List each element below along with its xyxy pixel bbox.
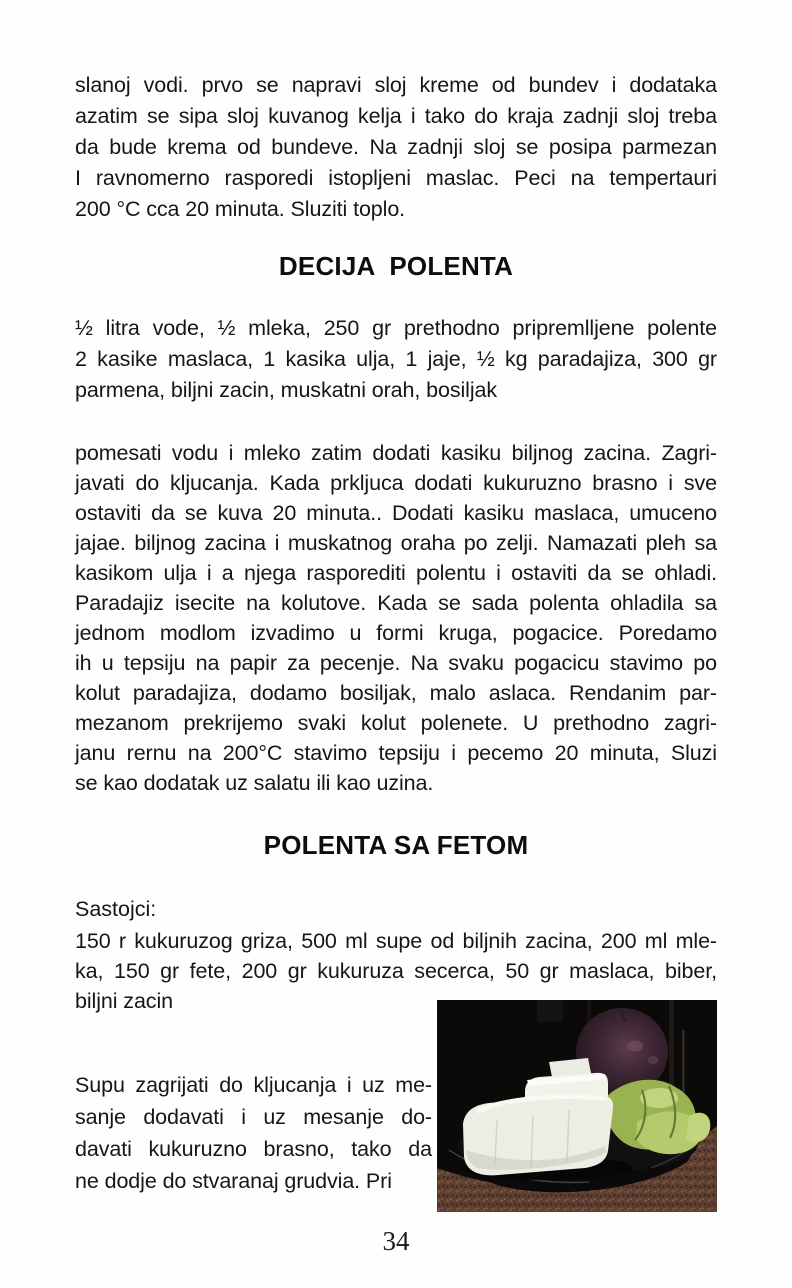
- feta-cheese-photo: [437, 1000, 717, 1212]
- text-line: mezanom prekrijemo svaki kolut polenete. U prethodno zagri-: [75, 711, 717, 735]
- text-line: I ravnomerno rasporedi istopljeni maslac. Peci na tempertauri: [75, 166, 717, 190]
- text-line: jajae. biljnog zacina i muskatnog oraha po zelji. Namazati pleh sa: [75, 531, 717, 555]
- text-line: biljni zacin: [75, 989, 173, 1013]
- recipe-title-polenta-sa-fetom: POLENTA SA FETOM: [263, 830, 529, 860]
- ingredients-label: Sastojci:: [75, 897, 157, 921]
- text-line: pomesati vodu i mleko zatim dodati kasiku biljnog zacina. Zagri-: [75, 441, 717, 465]
- text-line: parmena, biljni zacin, muskatni orah, bosiljak: [75, 378, 498, 402]
- intro-paragraph: [75, 70, 717, 225]
- text-line: davati kukuruzno brasno, tako da: [75, 1137, 432, 1161]
- text-line: jednom modlom izvadimo u formi kruga, pogacice. Poredamo: [75, 621, 717, 645]
- text-line: 200 °C cca 20 minuta. Sluziti toplo.: [75, 197, 406, 221]
- feta-photo-illustration: [437, 1000, 717, 1212]
- text-line: 150 r kukuruzog griza, 500 ml supe od biljnih zacina, 200 ml mle-: [75, 929, 717, 953]
- polenta-sa-fetom-method: [75, 1069, 432, 1197]
- text-line: Paradajiz isecite na kolutove. Kada se sada polenta ohladila sa: [75, 591, 717, 615]
- text-line: sanje dodavati i uz mesanje do-: [75, 1105, 432, 1129]
- decija-polenta-ingredients: [75, 313, 717, 406]
- text-line: ih u tepsiju na papir za pecenje. Na svaku pogacicu stavimo po: [75, 651, 717, 675]
- text-line: javati do kljucanja. Kada prkljuca dodati kukuruzno brasno i sve: [75, 471, 717, 495]
- text-line: ne dodje do stvaranaj grudvia. Pri: [75, 1169, 392, 1193]
- text-line: kasikom ulja i a njega rasporediti polentu i ostaviti da se ohladi.: [75, 561, 717, 585]
- text-line: Supu zagrijati do kljucanja i uz me-: [75, 1073, 432, 1097]
- recipe-title-decija-polenta: DECIJA POLENTA: [278, 251, 514, 281]
- text-line: ½ litra vode, ½ mleka, 250 gr prethodno pripremlljene polente: [75, 316, 717, 340]
- text-line: janu rernu na 200°C stavimo tepsiju i pecemo 20 minuta, Sluzi: [75, 741, 717, 765]
- text-line: azatim se sipa sloj kuvanog kelja i tako do kraja zadnji sloj treba: [75, 104, 717, 128]
- text-line: kolut paradajiza, dodamo bosiljak, malo aslaca. Rendanim par-: [75, 681, 717, 705]
- text-line: se kao dodatak uz salatu ili kao uzina.: [75, 771, 434, 795]
- text-line: da bude krema od bundeve. Na zadnji sloj se posipa parmezan: [75, 135, 717, 159]
- text-line: slanoj vodi. prvo se napravi sloj kreme od bundev i dodataka: [75, 73, 717, 97]
- text-line: ostaviti da se kuva 20 minuta.. Dodati kasiku maslaca, umuceno: [75, 501, 717, 525]
- decija-polenta-method: [75, 438, 717, 798]
- text-line: ka, 150 gr fete, 200 gr kukuruza secerca, 50 gr maslaca, biber,: [75, 959, 717, 983]
- page-number: 34: [382, 1226, 410, 1256]
- text-line: 2 kasike maslaca, 1 kasika ulja, 1 jaje, ½ kg paradajiza, 300 gr: [75, 347, 717, 371]
